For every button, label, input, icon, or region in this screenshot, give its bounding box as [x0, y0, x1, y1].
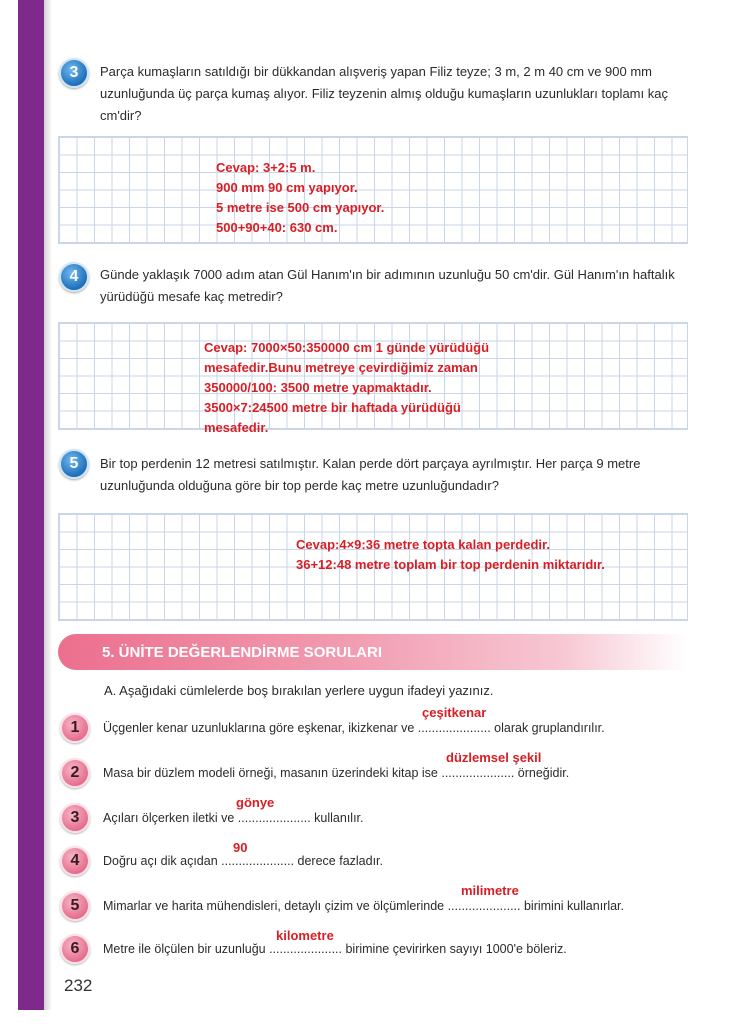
- question-5-answer: [296, 535, 605, 575]
- fill-item-2-text: Masa bir düzlem modeli örneği, masanın üzerindeki kitap ise ..................... örneğidir.: [103, 766, 570, 780]
- fill-item-6-text: Metre ile ölçülen bir uzunluğu ..................... birimine çevirirken sayıyı 1000'e böleriz.: [103, 942, 567, 956]
- answer-line: 36+12:48 metre toplam bir top perdenin miktarıdır.: [296, 557, 605, 572]
- fill-item-5-text: Mimarlar ve harita mühendisleri, detaylı çizim ve ölçümlerinde ..................... birimini kullanırlar.: [103, 899, 625, 913]
- fill-item-3-answer: gönye: [236, 795, 275, 810]
- fill-item-5-answer: milimetre: [461, 883, 519, 898]
- answer-line: Cevap:4×9:36 metre topta kalan perdedir.: [296, 537, 550, 552]
- section-instruction: A. Aşağıdaki cümlelerde boş bırakılan yerlere uygun ifadeyi yazınız.: [104, 683, 494, 698]
- answer-line: mesafedir.: [204, 420, 269, 435]
- fill-item-3-text: Açıları ölçerken iletki ve ..................... kullanılır.: [103, 811, 364, 825]
- fill-item-6-answer: kilometre: [276, 928, 334, 943]
- fill-item-1-answer: çeşitkenar: [422, 705, 487, 720]
- question-4-answer: [204, 338, 489, 438]
- fill-item-4-number: 4: [60, 846, 90, 876]
- page-number: 232: [64, 976, 93, 995]
- answer-line: Cevap: 3+2:5 m.: [216, 160, 316, 175]
- fill-item-4-answer: 90: [233, 840, 248, 855]
- question-5-number: 5: [59, 449, 89, 479]
- fill-item-5-number: 5: [60, 891, 90, 921]
- answer-line: 5 metre ise 500 cm yapıyor.: [216, 200, 385, 215]
- fill-item-1-text: Üçgenler kenar uzunluklarına göre eşkenar, ikizkenar ve ..................... olarak gruplandırılır.: [103, 721, 605, 735]
- fill-item-3-number: 3: [60, 803, 90, 833]
- fill-item-6-number: 6: [60, 934, 90, 964]
- section-title: 5. ÜNİTE DEĞERLENDİRME SORULARI: [102, 644, 383, 661]
- question-4-text: Günde yaklaşık 7000 adım atan Gül Hanım'ın bir adımının uzunluğu 50 cm'dir. Gül Hanım'ın haftalık yürüdüğü mesafe kaç metredir?: [100, 267, 675, 304]
- question-3-answer: [216, 158, 384, 238]
- spine-shadow: [44, 0, 52, 1010]
- fill-item-4-text: Doğru açı dik açıdan ..................... derece fazladır.: [103, 854, 383, 868]
- question-3-number: 3: [59, 58, 89, 88]
- answer-line: 3500×7:24500 metre bir haftada yürüdüğü: [204, 400, 461, 415]
- book-spine: [18, 0, 44, 1010]
- answer-line: 900 mm 90 cm yapıyor.: [216, 180, 358, 195]
- answer-line: mesafedir.Bunu metreye çevirdiğimiz zaman: [204, 360, 478, 375]
- question-5-text: Bir top perdenin 12 metresi satılmıştır. Kalan perde dört parçaya ayrılmıştır. Her parça 9 metre uzunluğunda olduğuna göre bir top perde kaç metre uzunluğundadır?: [100, 456, 641, 493]
- fill-item-1-number: 1: [60, 713, 90, 743]
- fill-item-2-answer: düzlemsel şekil: [446, 750, 542, 765]
- answer-line: 350000/100: 3500 metre yapmaktadır.: [204, 380, 432, 395]
- question-4-number: 4: [59, 262, 89, 292]
- fill-item-2-number: 2: [60, 758, 90, 788]
- question-3-text: Parça kumaşların satıldığı bir dükkandan alışveriş yapan Filiz teyze; 3 m, 2 m 40 cm ve 900 mm uzunluğunda üç parça kumaş alıyor. Filiz teyzenin almış olduğu kumaşların uzunlukları toplamı kaç cm'dir?: [100, 64, 668, 123]
- answer-line: 500+90+40: 630 cm.: [216, 220, 338, 235]
- answer-line: Cevap: 7000×50:350000 cm 1 günde yürüdüğü: [204, 340, 490, 355]
